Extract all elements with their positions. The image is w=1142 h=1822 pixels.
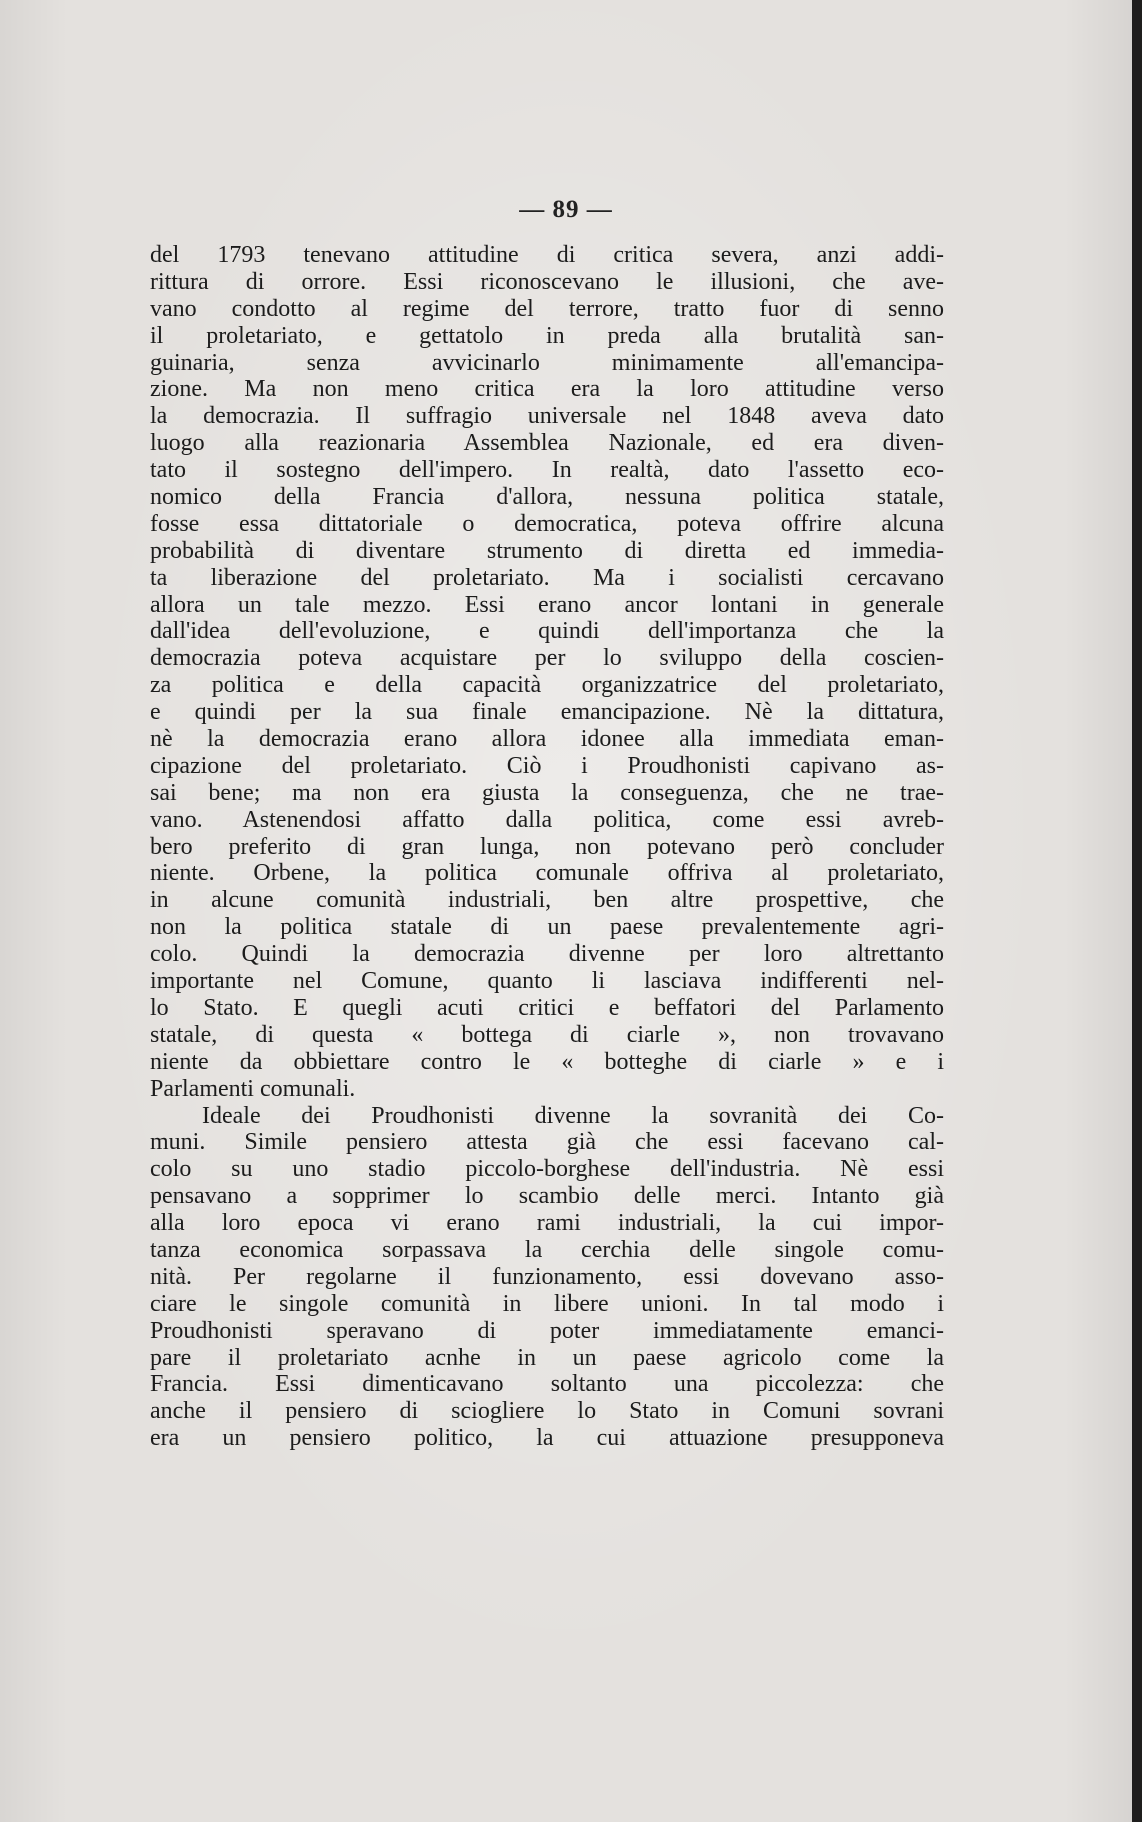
text-line: muni. Simile pensiero attesta già che essi facevano cal-: [150, 1129, 944, 1156]
text-line: cipazione del proletariato. Ciò i Proudhonisti capivano as-: [150, 752, 944, 779]
text-line: pensavano a sopprimer lo scambio delle merci. Intanto già: [150, 1183, 944, 1210]
text-line: in alcune comunità industriali, ben altre prospettive, che: [150, 887, 944, 914]
page-number: — 89 —: [519, 196, 613, 223]
text-line: era un pensiero politico, la cui attuazione presupponeva: [150, 1425, 944, 1452]
text-line: sai bene; ma non era giusta la conseguenza, che ne trae-: [150, 779, 944, 806]
text-line: niente da obbiettare contro le « botteghe di ciarle » e i: [150, 1048, 944, 1075]
text-line: del 1793 tenevano attitudine di critica severa, anzi addi-: [150, 242, 944, 268]
text-line: colo su uno stadio piccolo-borghese dell'industria. Nè essi: [150, 1156, 944, 1183]
text-line: ta liberazione del proletariato. Ma i socialisti cercavano: [150, 564, 944, 591]
text-line: vano condotto al regime del terrore, tratto fuor di senno: [150, 295, 944, 322]
text-line: e quindi per la sua finale emancipazione. Nè la dittatura,: [150, 699, 944, 726]
text-line: zione. Ma non meno critica era la loro attitudine verso: [150, 376, 944, 403]
text-line: za politica e della capacità organizzatrice del proletariato,: [150, 672, 944, 699]
text-line: il proletariato, e gettatolo in preda alla brutalità san-: [150, 322, 944, 349]
text-line: colo. Quindi la democrazia divenne per loro altrettanto: [150, 941, 944, 968]
text-line: Proudhonisti speravano di poter immediatamente emanci-: [150, 1317, 944, 1344]
text-line: anche il pensiero di sciogliere lo Stato in Comuni sovrani: [150, 1398, 944, 1425]
text-line: probabilità di diventare strumento di diretta ed immedia-: [150, 537, 944, 564]
text-line: dall'idea dell'evoluzione, e quindi dell'importanza che la: [150, 618, 944, 645]
paragraph-start-line: Ideale dei Proudhonisti divenne la sovranità dei Co-: [202, 1102, 944, 1129]
text-line: lo Stato. E quegli acuti critici e beffatori del Parlamento: [150, 994, 944, 1021]
text-line: allora un tale mezzo. Essi erano ancor lontani in generale: [150, 591, 944, 618]
text-line: pare il proletariato acnhe in un paese agricolo come la: [150, 1344, 944, 1371]
paragraph-end-line: Parlamenti comunali.: [150, 1075, 356, 1102]
text-line: nè la democrazia erano allora idonee alla immediata eman-: [150, 726, 944, 753]
text-line: nomico della Francia d'allora, nessuna politica statale,: [150, 484, 944, 511]
text-line: alla loro epoca vi erano rami industriali, la cui impor-: [150, 1210, 944, 1237]
text-line: niente. Orbene, la politica comunale offriva al proletariato,: [150, 860, 944, 887]
text-line: non la politica statale di un paese prevalentemente agri-: [150, 914, 944, 941]
text-line: tanza economica sorpassava la cerchia delle singole comu-: [150, 1236, 944, 1263]
text-line: la democrazia. Il suffragio universale nel 1848 aveva dato: [150, 403, 944, 430]
text-line: rittura di orrore. Essi riconoscevano le illusioni, che ave-: [150, 268, 944, 295]
text-line: importante nel Comune, quanto li lasciava indifferenti nel-: [150, 968, 944, 995]
text-line: democrazia poteva acquistare per lo sviluppo della coscien-: [150, 645, 944, 672]
text-line: statale, di questa « bottega di ciarle », non trovavano: [150, 1021, 944, 1048]
text-line: nità. Per regolarne il funzionamento, essi dovevano asso-: [150, 1263, 944, 1290]
text-line: bero preferito di gran lunga, non potevano però concluder: [150, 833, 944, 860]
scan-edge-shadow: [1132, 0, 1142, 1822]
text-line: vano. Astenendosi affatto dalla politica, come essi avreb-: [150, 806, 944, 833]
text-line: Francia. Essi dimenticavano soltanto una piccolezza: che: [150, 1371, 944, 1398]
text-line: guinaria, senza avvicinarlo minimamente all'emancipa-: [150, 349, 944, 376]
text-line: ciare le singole comunità in libere unioni. In tal modo i: [150, 1290, 944, 1317]
text-line: tato il sostegno dell'impero. In realtà, dato l'assetto eco-: [150, 457, 944, 484]
text-line: luogo alla reazionaria Assemblea Nazionale, ed era diven-: [150, 430, 944, 457]
body-text: [150, 242, 944, 1452]
text-line: fosse essa dittatoriale o democratica, poteva offrire alcuna: [150, 510, 944, 537]
